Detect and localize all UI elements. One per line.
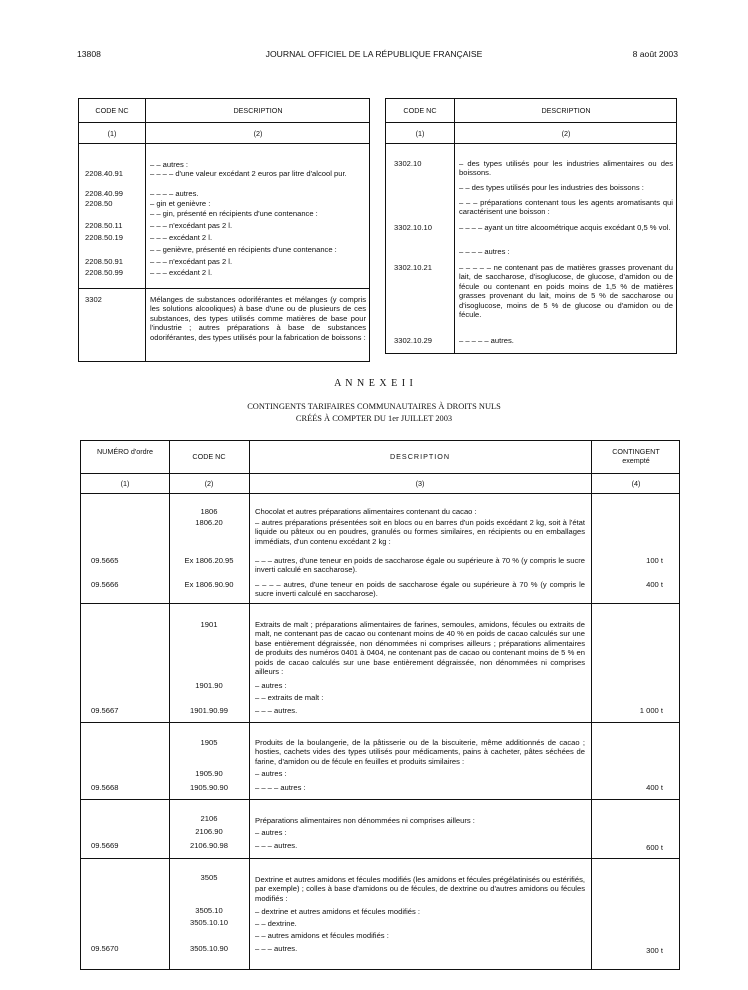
code-cell: 1806 <box>200 507 218 516</box>
annex-title: A N N E X E I I <box>334 378 414 389</box>
code-cell: 1806.20 <box>195 518 223 527</box>
journal-title: JOURNAL OFFICIEL DE LA RÉPUBLIQUE FRANÇAISE <box>265 49 483 59</box>
quota-cell: 400 t <box>646 580 663 589</box>
col-header-description: DESCRIPTION <box>541 106 591 115</box>
description-cell: – – – – autres : <box>459 247 510 256</box>
description-cell: – – – – – ne contenant pas de matières grasses provenant du lait, de saccharose, d'isoglucose, de glucose, d'amidon ou de fécule ou contenant en poids moins de 1,5 % de matières grasses provenant du lait, moins de 5 % de saccharose ou d'isoglucose, moins de 5 % de glucose ou d'amidon ou de fécule. <box>459 263 673 320</box>
order-number-cell: 09.5665 <box>91 556 119 565</box>
top-left-table <box>78 98 370 362</box>
code-cell: 2106.90 <box>195 827 223 836</box>
description-cell: – – – excédant 2 l. <box>150 268 213 277</box>
code-cell: Ex 1806.90.90 <box>184 580 234 589</box>
code-cell: 2208.40.91 <box>85 169 124 178</box>
col-header-description: DESCRIPTION <box>389 452 451 461</box>
quota-cell: 300 t <box>646 946 663 955</box>
code-cell: 3505.10.90 <box>189 944 228 953</box>
col-header-code: CODE NC <box>95 106 129 115</box>
code-cell: 3302.10 <box>394 159 422 168</box>
code-cell: 2106 <box>200 814 218 823</box>
order-number-cell: 09.5670 <box>91 944 119 953</box>
description-cell: – – – – d'une valeur excédant 2 euros par litre d'alcool pur. <box>150 169 347 178</box>
col-header-code: CODE NC <box>192 452 226 461</box>
description-cell: – – autres amidons et fécules modifiés : <box>255 931 389 940</box>
description-cell: – dextrine et autres amidons et fécules modifiés : <box>255 907 421 916</box>
description-cell: Extraits de malt ; préparations alimentaires de farines, semoules, amidons, fécules ou extraits de malt, ne contenant pas de cacao ou contenant moins de 40 % en poids de cacao calculés sur une base entièrement dégraissée, non dénommées ni comprises ailleurs ; préparations alimentaires de produits des numéros 0401 à 0404, ne contenant pas de cacao ou contenant moins de 5 % en poids de cacao calculés sur une base entièrement dégraissée, non dénommées ni comprises ailleurs : <box>255 620 585 677</box>
description-cell: – des types utilisés pour les industries alimentaires ou des boissons. <box>459 159 673 178</box>
description-cell: – autres préparations présentées soit en blocs ou en barres d'un poids excédant 2 kg, soit à l'état liquide ou pâteux ou en poudres, granulés ou formes similaires, en récipients ou en emballages immédiats, d'un contenu excédant 2 kg : <box>255 518 585 546</box>
annex-subtitle: CRÉÉS À COMPTER DU 1er JUILLET 2003 <box>295 414 453 423</box>
code-cell: 2208.50.19 <box>85 233 124 242</box>
code-cell: 3302.10.29 <box>394 336 433 345</box>
code-cell: 2208.50 <box>85 199 113 208</box>
order-number-cell: 09.5667 <box>91 706 119 715</box>
quota-cell: 100 t <box>646 556 663 565</box>
description-cell: Chocolat et autres préparations alimentaires contenant du cacao : <box>255 507 477 516</box>
description-cell: – – – – autres. <box>150 189 199 198</box>
col-header-number: NUMÉRO d'ordre <box>96 447 154 456</box>
code-cell: 2208.50.91 <box>85 257 124 266</box>
quota-cell: 600 t <box>646 843 663 852</box>
description-cell: – – des types utilisés pour les industries des boissons : <box>459 183 644 192</box>
code-cell: 2208.40.99 <box>85 189 124 198</box>
description-cell: – – – – autres : <box>255 783 306 792</box>
col-number: (2) <box>561 129 571 138</box>
description-cell: – – autres : <box>150 160 188 169</box>
col-number: (2) <box>253 129 263 138</box>
col-number: (4) <box>631 479 641 488</box>
code-cell: 1905 <box>200 738 218 747</box>
code-cell: 1901.90.99 <box>189 706 228 715</box>
code-cell: 3505.10 <box>195 906 223 915</box>
code-cell: 2208.50.99 <box>85 268 124 277</box>
description-cell: – – – n'excédant pas 2 l. <box>150 257 233 266</box>
description-cell: Mélanges de substances odoriférantes et mélanges (y compris les solutions alcooliques) à base d'une ou de plusieurs de ces substances, des types utilisés comme matières de base pour l'industrie ; autres préparations à base de substances odoriférantes, des types utilisés pour la fabrication de boissons : <box>150 295 366 342</box>
col-number: (1) <box>107 129 117 138</box>
description-cell: – autres : <box>255 681 287 690</box>
code-cell: 1901.90 <box>195 681 223 690</box>
code-cell: 1905.90.90 <box>189 783 228 792</box>
description-cell: – – – autres, d'une teneur en poids de saccharose égale ou supérieure à 70 % (y compris le sucre inverti calculé en saccharose). <box>255 556 585 575</box>
col-number: (1) <box>415 129 425 138</box>
description-cell: – autres : <box>255 828 287 837</box>
code-cell: 1905.90 <box>195 769 223 778</box>
description-cell: – – – excédant 2 l. <box>150 233 213 242</box>
description-cell: – – dextrine. <box>255 919 297 928</box>
description-cell: – – – – – autres. <box>459 336 514 345</box>
annex-subtitle: CONTINGENTS TARIFAIRES COMMUNAUTAIRES À DROITS NULS <box>247 402 501 411</box>
col-header-description: DESCRIPTION <box>233 106 283 115</box>
description-cell: – – – autres. <box>255 841 298 850</box>
order-number-cell: 09.5669 <box>91 841 119 850</box>
code-cell: 1901 <box>200 620 218 629</box>
col-header-quota: CONTINGENT exempté <box>612 447 660 465</box>
description-cell: – – – n'excédant pas 2 l. <box>150 221 233 230</box>
description-cell: Préparations alimentaires non dénommées ni comprises ailleurs : <box>255 816 475 825</box>
annex-table <box>80 440 680 970</box>
code-cell: 3505.10.10 <box>189 918 228 927</box>
description-cell: – – – préparations contenant tous les agents aromatisants qui caractérisent une boisson : <box>459 198 673 217</box>
quota-cell: 400 t <box>646 783 663 792</box>
code-cell: 3302.10.10 <box>394 223 433 232</box>
description-cell: Produits de la boulangerie, de la pâtisserie ou de la biscuiterie, même additionnés de cacao ; hosties, cachets vides des types utilisés pour médicaments, pains à cacheter, pâtes séchées de farine, d'amidon ou de fécule en feuilles et produits similaires : <box>255 738 585 766</box>
order-number-cell: 09.5666 <box>91 580 119 589</box>
description-cell: – – – autres. <box>255 944 298 953</box>
description-cell: – gin et genièvre : <box>150 199 211 208</box>
code-cell: 3302 <box>85 295 102 304</box>
code-cell: 2208.50.11 <box>85 221 123 230</box>
code-cell: 3302.10.21 <box>394 263 433 272</box>
description-cell: – – extraits de malt : <box>255 693 324 702</box>
code-cell: 3505 <box>200 873 218 882</box>
page-number: 13808 <box>77 49 101 59</box>
top-right-table <box>385 98 677 354</box>
code-cell: Ex 1806.20.95 <box>184 556 234 565</box>
issue-date: 8 août 2003 <box>632 49 678 59</box>
col-number: (3) <box>415 479 425 488</box>
col-number: (2) <box>204 479 214 488</box>
description-cell: – autres : <box>255 769 287 778</box>
description-cell: Dextrine et autres amidons et fécules modifiés (les amidons et fécules prégélatinisés ou estérifiés, par exemple) ; colles à base d'amidons ou de fécules, de dextrine ou d'autres amidons ou fécules modifiés : <box>255 875 585 903</box>
order-number-cell: 09.5668 <box>91 783 119 792</box>
description-cell: – – – – autres, d'une teneur en poids de saccharose égale ou supérieure à 70 % (y compris le sucre inverti calculé en saccharose). <box>255 580 585 599</box>
description-cell: – – gin, présenté en récipients d'une contenance : <box>150 209 318 218</box>
code-cell: 2106.90.98 <box>189 841 228 850</box>
quota-cell: 1 000 t <box>639 706 663 715</box>
description-cell: – – – autres. <box>255 706 298 715</box>
description-cell: – – genièvre, présenté en récipients d'une contenance : <box>150 245 337 254</box>
col-header-code: CODE NC <box>403 106 437 115</box>
col-number: (1) <box>120 479 130 488</box>
description-cell: – – – – ayant un titre alcoométrique acquis excédant 0,5 % vol. <box>459 223 671 232</box>
